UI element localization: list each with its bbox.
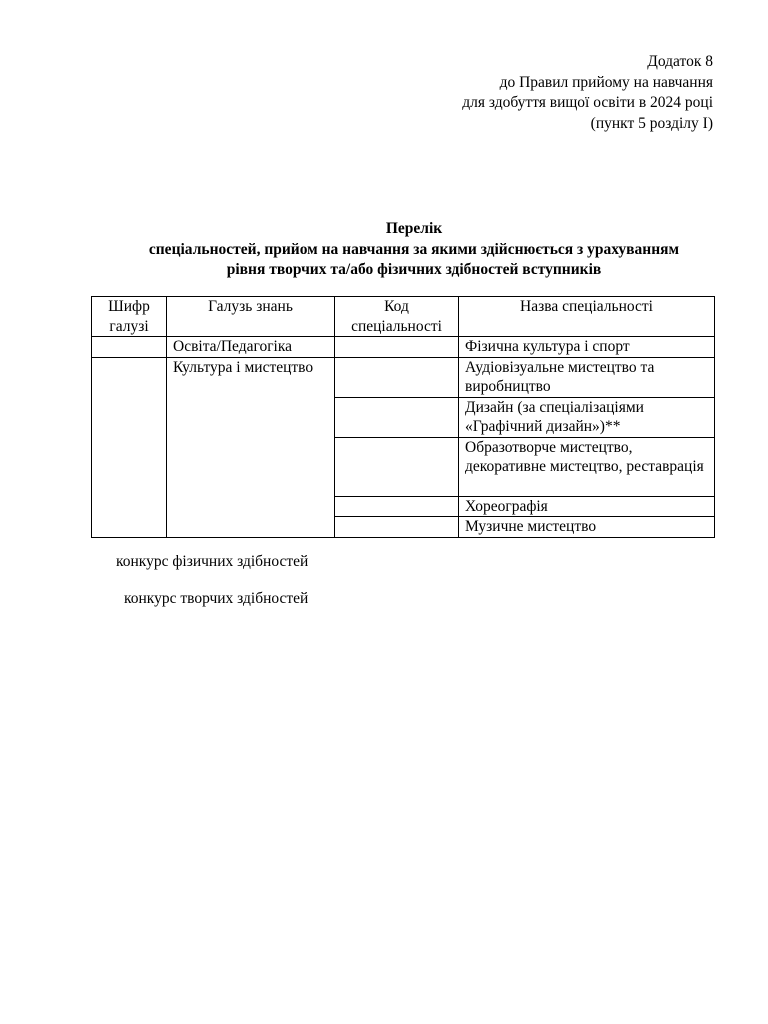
note-creative-competition: конкурс творчих здібностей <box>124 590 309 607</box>
annex-header <box>462 52 713 134</box>
cell-specialty-code <box>335 437 459 496</box>
cell-branch: Освіта/Педагогіка <box>167 337 335 358</box>
annex-reference-year: для здобуття вищої освіти в 2024 році <box>462 94 713 111</box>
cell-specialty-name: Дизайн (за спеціалізаціями «Графічний дизайн»)** <box>459 397 715 437</box>
cell-specialty-code <box>335 496 459 517</box>
title-line-3: рівня творчих та/або фізичних здібностей вступників <box>226 261 602 278</box>
table-row <box>92 337 715 358</box>
table-header-row <box>92 297 715 337</box>
title-line-2: спеціальностей, прийом на навчання за якими здійснюється з урахуванням <box>148 240 680 258</box>
cell-specialty-name: Хореографія <box>459 496 715 517</box>
annex-clause: (пункт 5 розділу I) <box>590 114 713 132</box>
header-specialty-code: Код спеціальності <box>335 297 459 337</box>
cell-specialty-name: Аудіовізуальне мистецтво та виробництво <box>459 357 715 397</box>
document-title <box>60 219 768 281</box>
cell-branch-code <box>92 337 167 358</box>
note-physical-competition: конкурс фізичних здібностей <box>116 553 309 570</box>
header-branch-code: Шифр галузі <box>92 297 167 337</box>
header-branch: Галузь знань <box>167 297 335 337</box>
annex-number: Додаток 8 <box>647 53 713 70</box>
cell-specialty-name: Фізична культура і спорт <box>459 337 715 358</box>
cell-branch: Культура і мистецтво <box>167 357 335 537</box>
cell-specialty-code <box>335 517 459 538</box>
cell-specialty-code <box>335 397 459 437</box>
title-line-1: Перелік <box>385 220 443 237</box>
cell-specialty-code <box>335 337 459 358</box>
cell-specialty-code <box>335 357 459 397</box>
cell-specialty-name: Музичне мистецтво <box>459 517 715 538</box>
cell-branch-code <box>92 357 167 537</box>
specialties-table <box>91 296 715 538</box>
cell-specialty-name: Образотворче мистецтво, декоративне мистецтво, реставрація <box>459 437 715 496</box>
table-row <box>92 357 715 397</box>
header-specialty-name: Назва спеціальності <box>459 297 715 337</box>
annex-reference: до Правил прийому на навчання <box>499 73 713 91</box>
